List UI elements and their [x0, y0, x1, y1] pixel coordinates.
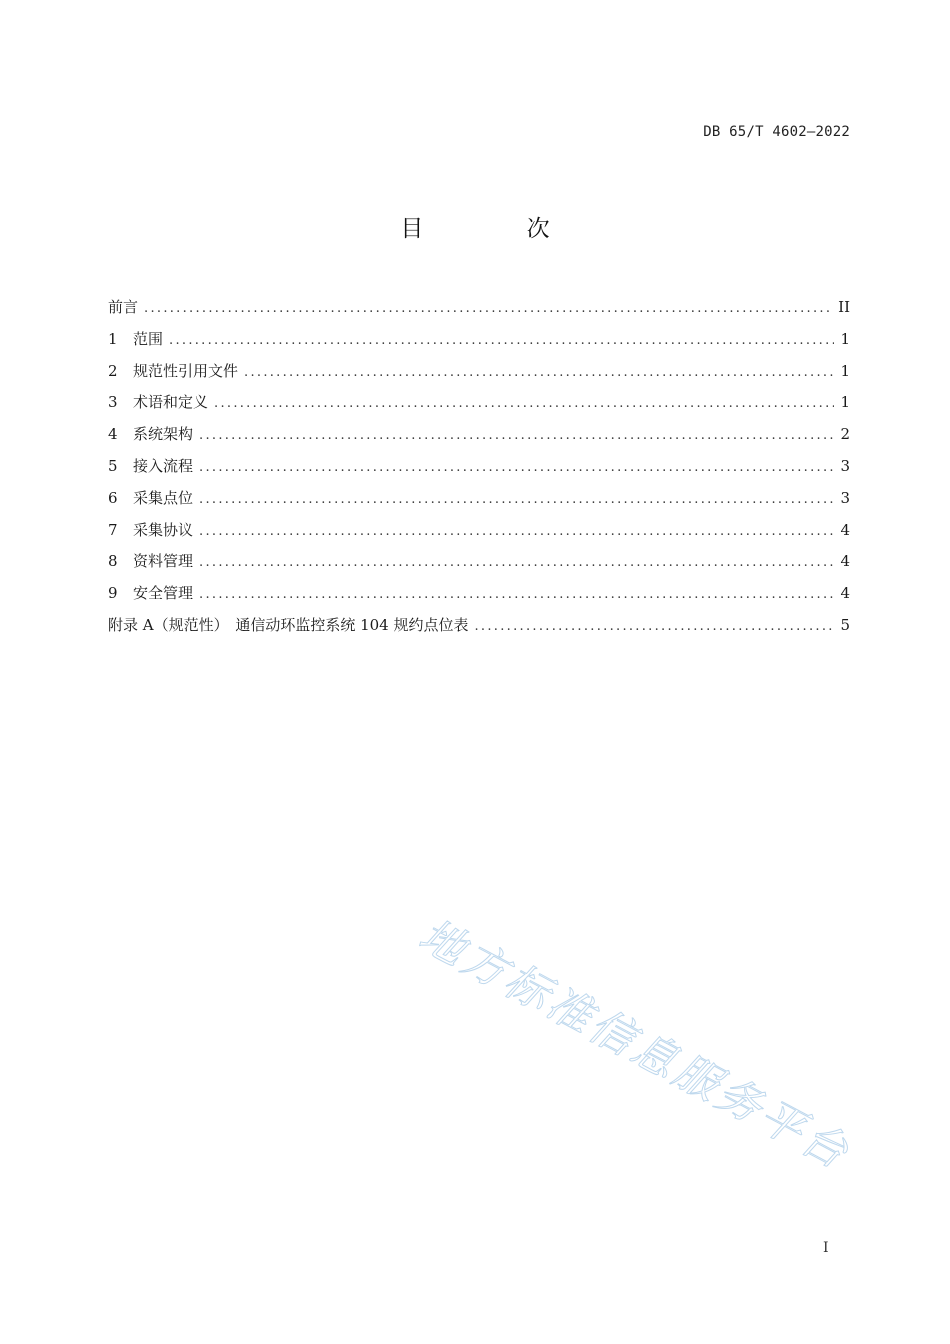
page-number: I [823, 1240, 829, 1256]
toc-entry-9[interactable] [108, 582, 850, 614]
toc-entry-4[interactable] [108, 423, 850, 455]
toc-entry-number: 7 [108, 520, 118, 539]
toc-entry-number: 6 [108, 488, 118, 507]
toc-entry-text: 系统架构 [133, 425, 194, 444]
toc-dot-leader [214, 396, 834, 411]
toc-dot-leader [199, 460, 834, 475]
toc-entry-text: 安全管理 [133, 584, 194, 603]
toc-entry-annex-a[interactable] [108, 614, 850, 646]
toc-entry-1[interactable] [108, 328, 850, 360]
toc-annex-label: 附录 A（规范性） [108, 615, 229, 634]
toc-entry-2[interactable] [108, 360, 850, 392]
toc-entry-number: 3 [108, 393, 118, 412]
toc-page-number: 4 [840, 520, 850, 539]
watermark: 地方标准信息服务平台 [410, 909, 859, 1181]
toc-entry-number: 1 [108, 329, 118, 348]
toc-entry-6[interactable] [108, 487, 850, 519]
toc-entry-8[interactable] [108, 550, 850, 582]
toc-page-number: 2 [840, 425, 850, 444]
toc-entry-number: 2 [108, 361, 118, 380]
toc-dot-leader [199, 555, 834, 570]
toc-entry-number: 9 [108, 584, 118, 603]
toc-dot-leader [169, 333, 834, 348]
toc-page-number: 5 [840, 615, 850, 634]
toc-page-number: 3 [840, 488, 850, 507]
toc-entry-text: 术语和定义 [133, 393, 209, 412]
toc-page-number: 1 [840, 329, 850, 348]
toc-page-number: II [838, 298, 850, 316]
toc-entry-7[interactable] [108, 519, 850, 551]
toc-page-number: 4 [840, 584, 850, 603]
toc-page-number: 3 [840, 456, 850, 475]
toc-entry-text: 前言 [108, 298, 139, 316]
toc-page-number: 1 [840, 361, 850, 380]
document-code: DB 65/T 4602—2022 [703, 124, 850, 140]
toc-dot-leader [475, 619, 835, 634]
toc-entry-text: 接入流程 [133, 456, 194, 475]
toc-page-number: 1 [840, 393, 850, 412]
toc-entry-text: 范围 [133, 329, 164, 348]
toc-entry-text: 规范性引用文件 [133, 361, 239, 380]
toc-dot-leader [199, 524, 834, 539]
toc-dot-leader [244, 365, 834, 380]
toc-dot-leader [199, 587, 834, 602]
toc-annex-text: 通信动环监控系统 104 规约点位表 [235, 615, 469, 634]
toc-title: 目 次 [400, 216, 598, 242]
toc-entry-text: 采集点位 [133, 488, 194, 507]
toc-dot-leader [199, 492, 834, 507]
toc-entry-text: 资料管理 [133, 552, 194, 571]
toc-entry-number: 8 [108, 552, 118, 571]
toc-dot-leader [144, 301, 832, 316]
toc-dot-leader [199, 428, 834, 443]
toc-entry-text: 采集协议 [133, 520, 194, 539]
toc-entry-5[interactable] [108, 455, 850, 487]
table-of-contents [108, 296, 850, 646]
toc-entry-number: 4 [108, 425, 118, 444]
toc-entry-foreword[interactable] [108, 296, 850, 328]
toc-entry-3[interactable] [108, 391, 850, 423]
toc-page-number: 4 [840, 552, 850, 571]
toc-entry-number: 5 [108, 456, 118, 475]
